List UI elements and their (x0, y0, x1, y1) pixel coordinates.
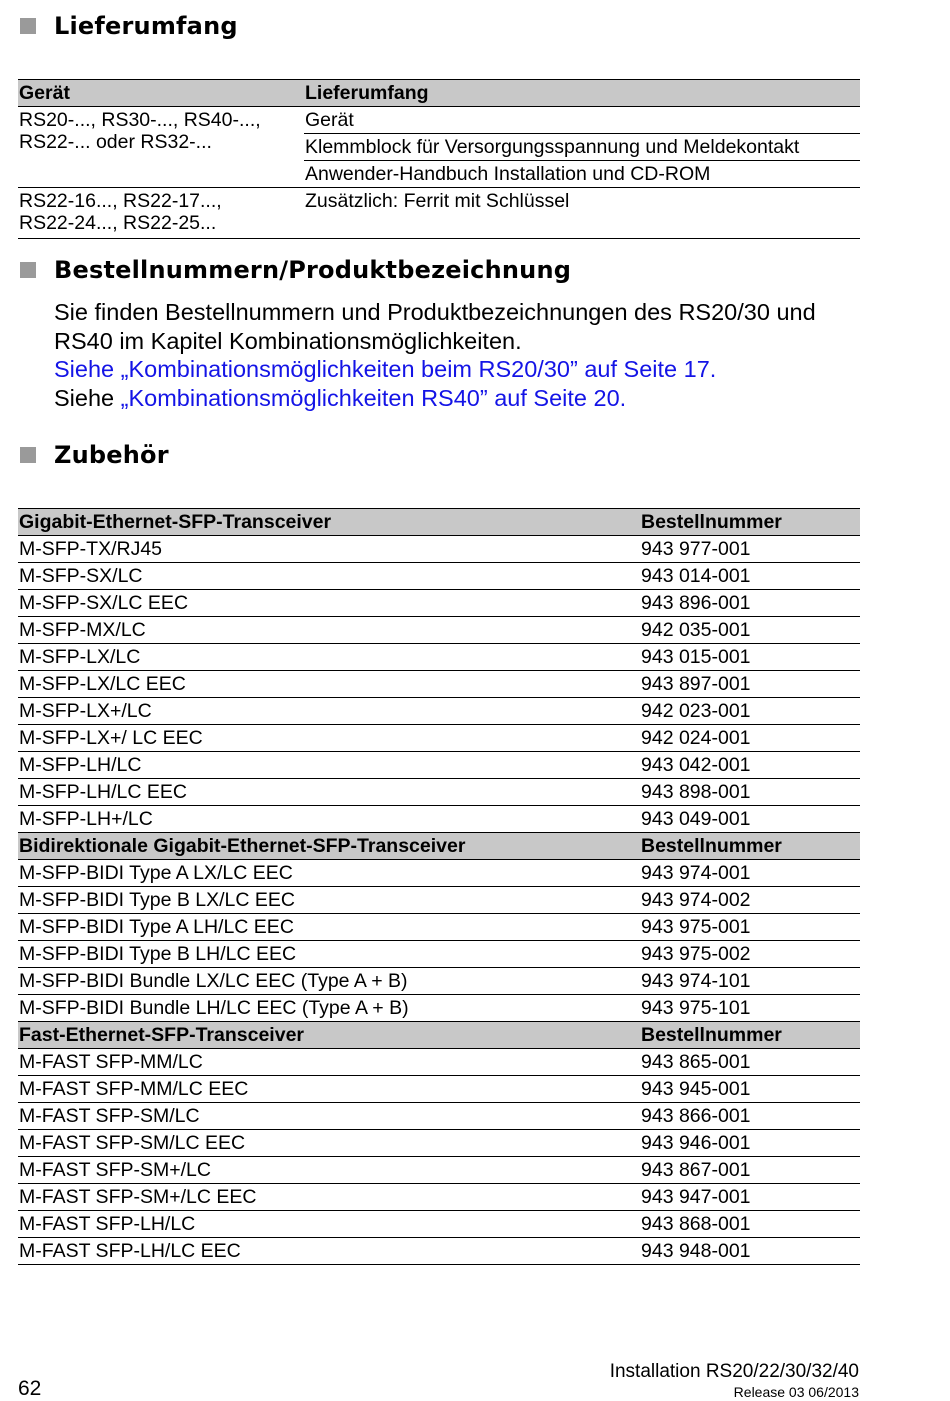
order-number-cell: 943 898-001 (640, 779, 860, 806)
order-number-cell: 943 042-001 (640, 752, 860, 779)
table-row (18, 914, 860, 941)
table-header-row (18, 80, 860, 107)
group-header-row (18, 1022, 860, 1049)
product-name-cell: M-SFP-LX+/LC (18, 698, 640, 725)
table-row (18, 887, 860, 914)
product-name-cell: M-SFP-BIDI Bundle LH/LC EEC (Type A + B) (18, 995, 640, 1022)
table-row (18, 617, 860, 644)
product-name-cell: M-FAST SFP-SM+/LC EEC (18, 1184, 640, 1211)
see-prefix: Siehe (54, 385, 121, 412)
paragraph-line: RS40 im Kapitel Kombinationsmöglichkeiten. (54, 327, 522, 354)
group-header-row (18, 509, 860, 536)
section-bullet-icon (20, 262, 36, 278)
table-row (18, 698, 860, 725)
group-title: Bidirektionale Gigabit-Ethernet-SFP-Transceiver (18, 833, 640, 860)
device-line: RS22-24..., RS22-25... (19, 212, 217, 234)
product-name-cell: M-SFP-TX/RJ45 (18, 536, 640, 563)
section-title: Bestellnummern/Produktbezeichnung (54, 256, 572, 284)
product-name-cell: M-FAST SFP-SM/LC (18, 1103, 640, 1130)
order-number-cell: 943 014-001 (640, 563, 860, 590)
table-row (18, 590, 860, 617)
table-row (18, 1076, 860, 1103)
group-title: Gigabit-Ethernet-SFP-Transceiver (18, 509, 640, 536)
scope-cell: Klemmblock für Versorgungsspannung und Meldekontakt (304, 134, 860, 161)
header-cell-scope: Lieferumfang (304, 80, 860, 107)
link-rs20-30[interactable]: Siehe „Kombinationsmöglichkeiten beim RS20/30” auf Seite 17. (54, 356, 717, 383)
scope-cell: Zusätzlich: Ferrit mit Schlüssel (304, 188, 860, 239)
order-number-cell: 942 024-001 (640, 725, 860, 752)
table-row (18, 779, 860, 806)
order-number-cell: 943 974-001 (640, 860, 860, 887)
table-row (18, 1130, 860, 1157)
product-name-cell: M-SFP-LX/LC EEC (18, 671, 640, 698)
order-number-cell: 943 865-001 (640, 1049, 860, 1076)
scope-cell: Gerät (304, 107, 860, 134)
order-number-cell: 943 868-001 (640, 1211, 860, 1238)
table-row (18, 671, 860, 698)
table-row (18, 806, 860, 833)
product-name-cell: M-FAST SFP-LH/LC EEC (18, 1238, 640, 1265)
section-heading-zubehoer (20, 441, 169, 469)
scope-cell: Anwender-Handbuch Installation und CD-ROM (304, 161, 860, 188)
footer-release: Release 03 06/2013 (733, 1384, 859, 1400)
product-name-cell: M-SFP-MX/LC (18, 617, 640, 644)
device-line: RS22-... oder RS32-... (19, 131, 212, 153)
table-row (18, 1238, 860, 1265)
product-name-cell: M-FAST SFP-SM+/LC (18, 1157, 640, 1184)
table-row (18, 1184, 860, 1211)
product-name-cell: M-SFP-LX/LC (18, 644, 640, 671)
paragraph-line: Sie finden Bestellnummern und Produktbezeichnungen des RS20/30 und (54, 299, 816, 325)
footer-title: Installation RS20/22/30/32/40 (609, 1361, 859, 1382)
product-name-cell: M-SFP-BIDI Type B LH/LC EEC (18, 941, 640, 968)
product-name-cell: M-SFP-SX/LC EEC (18, 590, 640, 617)
table-row (18, 1049, 860, 1076)
section-bullet-icon (20, 447, 36, 463)
table-row (18, 752, 860, 779)
order-number-cell: 943 977-001 (640, 536, 860, 563)
header-cell-device: Gerät (18, 80, 304, 107)
group-header-row (18, 833, 860, 860)
table-row (18, 995, 860, 1022)
table-row (18, 968, 860, 995)
group-title: Fast-Ethernet-SFP-Transceiver (18, 1022, 640, 1049)
product-name-cell: M-FAST SFP-LH/LC (18, 1211, 640, 1238)
order-number-cell: 943 867-001 (640, 1157, 860, 1184)
product-name-cell: M-SFP-BIDI Bundle LX/LC EEC (Type A + B) (18, 968, 640, 995)
order-number-cell: 943 946-001 (640, 1130, 860, 1157)
order-number-cell: 943 896-001 (640, 590, 860, 617)
order-number-cell: 943 975-101 (640, 995, 860, 1022)
device-line: RS22-16..., RS22-17..., (19, 190, 222, 212)
device-cell (18, 188, 304, 239)
table-row (18, 563, 860, 590)
order-number-cell: 943 947-001 (640, 1184, 860, 1211)
order-number-cell: 943 897-001 (640, 671, 860, 698)
order-number-cell: 943 948-001 (640, 1238, 860, 1265)
product-name-cell: M-FAST SFP-MM/LC (18, 1049, 640, 1076)
order-number-cell: 943 974-002 (640, 887, 860, 914)
order-number-cell: 943 945-001 (640, 1076, 860, 1103)
table-row (18, 1211, 860, 1238)
paragraph-line (54, 384, 874, 413)
order-number-cell: 943 049-001 (640, 806, 860, 833)
order-number-cell: 942 023-001 (640, 698, 860, 725)
product-name-cell: M-SFP-LH/LC (18, 752, 640, 779)
table-row (18, 536, 860, 563)
table-row (18, 1157, 860, 1184)
link-rs40[interactable]: „Kombinationsmöglichkeiten RS40” auf Seite 20. (120, 385, 627, 412)
product-name-cell: M-FAST SFP-MM/LC EEC (18, 1076, 640, 1103)
table-row (18, 188, 860, 239)
product-name-cell: M-FAST SFP-SM/LC EEC (18, 1130, 640, 1157)
accessories-table (18, 508, 860, 1265)
order-number-cell: 943 866-001 (640, 1103, 860, 1130)
order-number-cell: 943 974-101 (640, 968, 860, 995)
section-title: Zubehör (54, 441, 169, 469)
order-number-paragraph (54, 298, 874, 413)
group-order-number-header: Bestellnummer (640, 509, 860, 536)
table-row (18, 860, 860, 887)
group-order-number-header: Bestellnummer (640, 833, 860, 860)
table-row (18, 941, 860, 968)
product-name-cell: M-SFP-LH+/LC (18, 806, 640, 833)
page-number: 62 (18, 1377, 42, 1400)
section-heading-bestellnummern (20, 256, 571, 284)
product-name-cell: M-SFP-LH/LC EEC (18, 779, 640, 806)
product-name-cell: M-SFP-LX+/ LC EEC (18, 725, 640, 752)
delivery-table (18, 79, 860, 239)
order-number-cell: 943 015-001 (640, 644, 860, 671)
device-line: RS20-..., RS30-..., RS40-..., (19, 109, 261, 131)
product-name-cell: M-SFP-BIDI Type A LH/LC EEC (18, 914, 640, 941)
order-number-cell: 942 035-001 (640, 617, 860, 644)
table-row (18, 644, 860, 671)
product-name-cell: M-SFP-BIDI Type B LX/LC EEC (18, 887, 640, 914)
order-number-cell: 943 975-001 (640, 914, 860, 941)
group-order-number-header: Bestellnummer (640, 1022, 860, 1049)
table-row (18, 107, 860, 134)
order-number-cell: 943 975-002 (640, 941, 860, 968)
table-row (18, 1103, 860, 1130)
device-cell (18, 107, 304, 188)
table-row (18, 725, 860, 752)
section-heading-lieferumfang (20, 12, 238, 40)
product-name-cell: M-SFP-BIDI Type A LX/LC EEC (18, 860, 640, 887)
section-title: Lieferumfang (54, 12, 238, 40)
product-name-cell: M-SFP-SX/LC (18, 563, 640, 590)
section-bullet-icon (20, 18, 36, 34)
